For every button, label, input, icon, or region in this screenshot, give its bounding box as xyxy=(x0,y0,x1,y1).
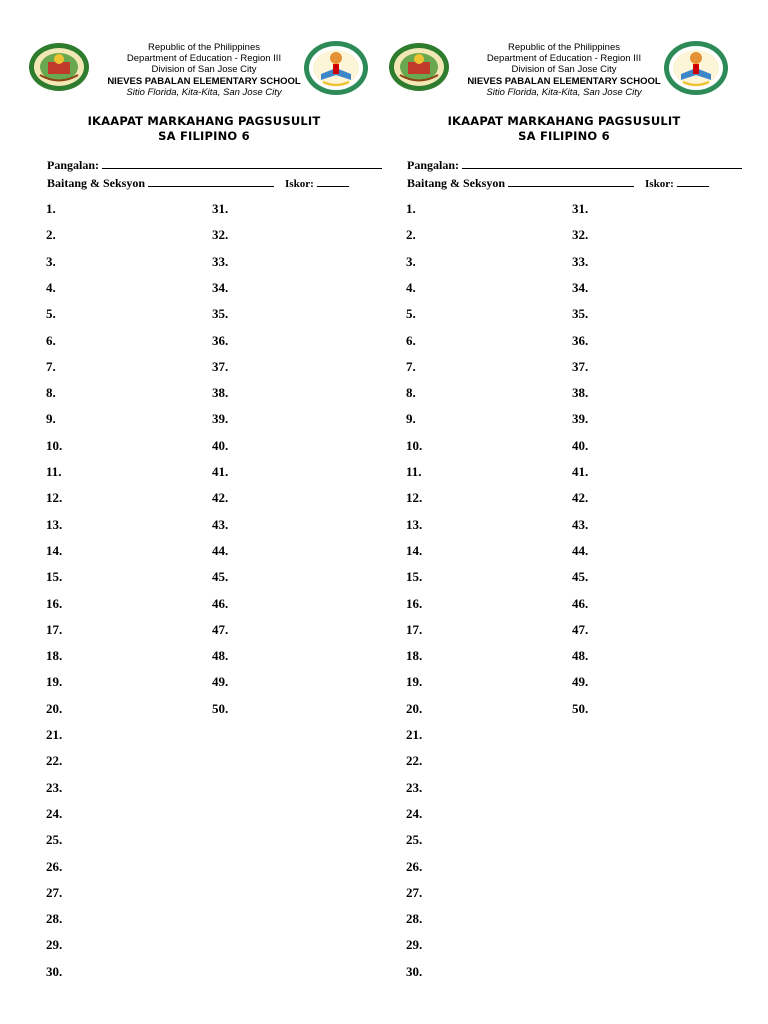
item-number: 25. xyxy=(406,832,423,848)
item-number: 8. xyxy=(46,385,56,401)
section-label: Baitang & Seksyon xyxy=(407,176,506,190)
item-number: 24. xyxy=(46,805,63,821)
item-number: 31. xyxy=(212,201,229,216)
item-number: 42. xyxy=(212,490,229,506)
header-text xyxy=(442,42,686,98)
item-number: 7. xyxy=(406,358,416,374)
item-number: 3. xyxy=(46,253,56,269)
item-number: 27. xyxy=(46,884,63,900)
item-number: 32. xyxy=(212,227,229,243)
item-number: 35. xyxy=(212,306,229,322)
item-number: 38. xyxy=(572,385,589,401)
item-number: 36. xyxy=(212,332,229,348)
item-number: 40. xyxy=(572,437,589,453)
division-seal-icon xyxy=(388,42,450,92)
item-number: 1. xyxy=(406,201,416,216)
item-number: 28. xyxy=(46,911,63,927)
school-seal-icon xyxy=(303,40,369,96)
score-label: Iskor: xyxy=(645,178,674,190)
item-number: 17. xyxy=(406,621,423,637)
section-blank[interactable] xyxy=(148,175,274,187)
item-number: 8. xyxy=(406,385,416,401)
item-number: 6. xyxy=(406,332,416,348)
division-line: Division of San Jose City xyxy=(511,64,617,76)
item-number: 43. xyxy=(212,516,229,532)
item-number: 33. xyxy=(572,253,589,269)
school-address: Sitio Florida, Kita-Kita, San Jose City xyxy=(126,86,282,98)
item-number: 14. xyxy=(406,542,423,558)
item-number: 23. xyxy=(46,779,63,795)
item-number: 43. xyxy=(572,516,589,532)
name-label: Pangalan: xyxy=(407,158,460,172)
item-number: 14. xyxy=(46,542,63,558)
item-number: 2. xyxy=(46,227,56,243)
item-number: 21. xyxy=(406,727,423,742)
item-number: 5. xyxy=(406,306,416,322)
republic-line: Republic of the Philippines xyxy=(508,42,620,53)
item-number: 49. xyxy=(572,674,589,690)
item-number: 12. xyxy=(46,490,63,506)
item-number: 7. xyxy=(46,358,56,374)
item-number: 23. xyxy=(406,779,423,795)
item-number: 29. xyxy=(406,937,423,953)
item-number: 46. xyxy=(212,595,229,611)
item-number: 44. xyxy=(212,542,229,558)
item-number: 3. xyxy=(406,253,416,269)
item-number: 31. xyxy=(572,201,589,216)
item-number: 41. xyxy=(212,464,229,479)
item-number: 39. xyxy=(212,411,229,427)
item-number: 1. xyxy=(46,201,56,216)
deped-line: Department of Education - Region III xyxy=(486,53,642,65)
item-number: 40. xyxy=(212,437,229,453)
item-number: 13. xyxy=(46,516,63,532)
item-number: 11. xyxy=(46,464,62,479)
republic-line: Republic of the Philippines xyxy=(148,42,260,53)
item-number: 15. xyxy=(46,569,63,585)
item-number: 47. xyxy=(212,621,229,637)
item-number: 4. xyxy=(46,279,56,295)
item-number: 16. xyxy=(46,595,63,611)
section-field-row xyxy=(407,175,709,191)
item-number: 10. xyxy=(406,437,423,453)
item-number: 49. xyxy=(212,674,229,690)
exam-title-line1: IKAAPAT MARKAHANG PAGSUSULIT xyxy=(87,114,321,128)
item-number: 30. xyxy=(46,963,63,979)
item-number: 20. xyxy=(46,700,63,716)
school-name: NIEVES PABALAN ELEMENTARY SCHOOL xyxy=(107,75,301,87)
item-number: 6. xyxy=(46,332,56,348)
item-number: 9. xyxy=(46,411,56,427)
name-field-row xyxy=(407,157,742,173)
section-label: Baitang & Seksyon xyxy=(47,176,146,190)
name-blank[interactable] xyxy=(102,157,382,169)
item-number: 50. xyxy=(572,700,589,716)
item-number: 16. xyxy=(406,595,423,611)
item-number: 28. xyxy=(406,911,423,927)
item-number: 11. xyxy=(406,464,422,479)
item-number: 19. xyxy=(46,674,63,690)
item-number: 9. xyxy=(406,411,416,427)
item-number: 10. xyxy=(46,437,63,453)
item-number: 5. xyxy=(46,306,56,322)
name-blank[interactable] xyxy=(462,157,742,169)
exam-title xyxy=(382,114,746,144)
item-number: 18. xyxy=(406,648,423,664)
name-label: Pangalan: xyxy=(47,158,100,172)
deped-line: Department of Education - Region III xyxy=(126,53,282,65)
item-number: 15. xyxy=(406,569,423,585)
score-label: Iskor: xyxy=(285,178,314,190)
sheet-header xyxy=(382,40,742,102)
item-number: 45. xyxy=(212,569,229,585)
item-number: 22. xyxy=(406,753,423,769)
exam-title-line1: IKAAPAT MARKAHANG PAGSUSULIT xyxy=(447,114,681,128)
item-number: 37. xyxy=(212,358,229,374)
item-number: 19. xyxy=(406,674,423,690)
school-name: NIEVES PABALAN ELEMENTARY SCHOOL xyxy=(467,75,661,87)
exam-title-line2: SA FILIPINO 6 xyxy=(518,129,610,143)
item-number: 34. xyxy=(572,279,589,295)
item-number: 46. xyxy=(572,595,589,611)
item-number: 42. xyxy=(572,490,589,506)
item-number: 26. xyxy=(406,858,423,874)
item-number: 32. xyxy=(572,227,589,243)
answer-sheet-right xyxy=(382,0,742,1024)
item-number: 38. xyxy=(212,385,229,401)
item-number: 21. xyxy=(46,727,63,742)
item-number: 37. xyxy=(572,358,589,374)
item-number: 22. xyxy=(46,753,63,769)
answer-sheet-left xyxy=(22,0,382,1024)
item-number: 48. xyxy=(212,648,229,664)
item-number: 2. xyxy=(406,227,416,243)
item-number: 45. xyxy=(572,569,589,585)
item-number: 17. xyxy=(46,621,63,637)
item-number: 47. xyxy=(572,621,589,637)
item-number: 12. xyxy=(406,490,423,506)
item-number: 41. xyxy=(572,464,589,479)
score-blank[interactable] xyxy=(677,175,709,187)
name-field-row xyxy=(47,157,382,173)
item-number: 30. xyxy=(406,963,423,979)
item-number: 34. xyxy=(212,279,229,295)
item-number: 39. xyxy=(572,411,589,427)
school-address: Sitio Florida, Kita-Kita, San Jose City xyxy=(486,86,642,98)
item-number: 27. xyxy=(406,884,423,900)
school-seal-icon xyxy=(663,40,729,96)
section-field-row xyxy=(47,175,349,191)
item-number: 20. xyxy=(406,700,423,716)
item-number: 50. xyxy=(212,700,229,716)
division-seal-icon xyxy=(28,42,90,92)
exam-title-line2: SA FILIPINO 6 xyxy=(158,129,250,143)
header-text xyxy=(82,42,326,98)
item-number: 36. xyxy=(572,332,589,348)
item-number: 48. xyxy=(572,648,589,664)
item-number: 26. xyxy=(46,858,63,874)
exam-title xyxy=(22,114,386,144)
item-number: 33. xyxy=(212,253,229,269)
item-number: 13. xyxy=(406,516,423,532)
item-number: 18. xyxy=(46,648,63,664)
division-line: Division of San Jose City xyxy=(151,64,257,76)
item-number: 44. xyxy=(572,542,589,558)
item-number: 24. xyxy=(406,805,423,821)
item-number: 29. xyxy=(46,937,63,953)
item-number: 4. xyxy=(406,279,416,295)
score-blank[interactable] xyxy=(317,175,349,187)
item-number: 25. xyxy=(46,832,63,848)
section-blank[interactable] xyxy=(508,175,634,187)
item-number: 35. xyxy=(572,306,589,322)
sheet-header xyxy=(22,40,382,102)
